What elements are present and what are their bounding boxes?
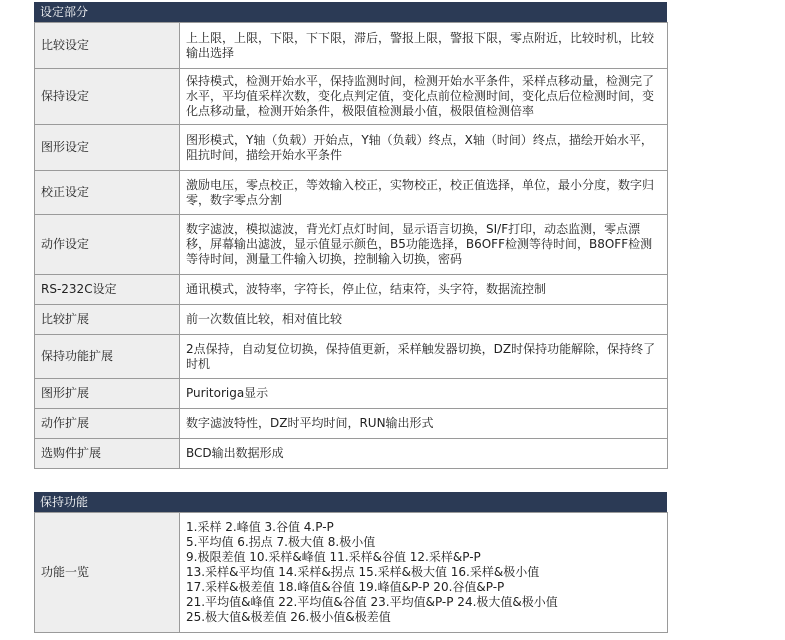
settings-table (34, 22, 668, 469)
list-item: 21.平均值&峰值 22.平均值&谷值 23.平均值&P-P 24.极大值&极小值 (186, 595, 558, 609)
list-item: 13.采样&平均值 14.采样&拐点 15.采样&极大值 16.采样&极小值 (186, 565, 540, 579)
list-item: 25.极大值&极差值 26.极小值&极差值 (186, 610, 391, 624)
table-row (35, 335, 668, 379)
row-value: 数字滤波特性，DZ时平均时间，RUN输出形式 (180, 409, 668, 439)
table-row (35, 125, 668, 171)
row-label: 比较扩展 (35, 305, 180, 335)
table-row (35, 305, 668, 335)
row-label: 保持设定 (35, 69, 180, 125)
list-item: 17.采样&极差值 18.峰值&谷值 19.峰值&P-P 20.谷值&P-P (186, 580, 505, 594)
row-label: 动作扩展 (35, 409, 180, 439)
table-row (35, 409, 668, 439)
row-value: 通讯模式，波特率，字符长，停止位，结束符，头字符，数据流控制 (180, 275, 668, 305)
row-label: 图形设定 (35, 125, 180, 171)
table-row (35, 23, 668, 69)
row-label: 保持功能扩展 (35, 335, 180, 379)
row-value: BCD输出数据形成 (180, 439, 668, 469)
row-value: 2点保持，自动复位切换，保持值更新，采样触发器切换，DZ时保持功能解除，保持终了时机 (180, 335, 668, 379)
list-item: 5.平均值 6.拐点 7.极大值 8.极小值 (186, 535, 376, 549)
settings-section-title: 设定部分 (34, 2, 667, 22)
row-label: RS-232C设定 (35, 275, 180, 305)
table-row (35, 275, 668, 305)
hold-section-title: 保持功能 (34, 492, 667, 512)
row-label: 选购件扩展 (35, 439, 180, 469)
row-value: 图形模式，Y轴（负载）开始点，Y轴（负载）终点，X轴（时间）终点，描绘开始水平，阻抗时间，描绘开始水平条件 (180, 125, 668, 171)
row-value: 前一次数值比较，相对值比较 (180, 305, 668, 335)
row-value: 激励电压，零点校正，等效输入校正，实物校正，校正值选择，单位，最小分度，数字归零，数字零点分割 (180, 171, 668, 215)
table-row (35, 513, 668, 633)
hold-table (34, 512, 668, 633)
row-value: 上上限，上限，下限，下下限，滞后，警报上限，警报下限，零点附近，比较时机，比较输出选择 (180, 23, 668, 69)
table-row (35, 215, 668, 275)
row-value: 数字滤波，模拟滤波，背光灯点灯时间，显示语言切换，SI/F打印，动态监测，零点漂移，屏幕输出滤波，显示值显示颜色，B5功能选择，B6OFF检测等待时间，B8OFF检测等待时间，测量工件输入切换，控制输入切换，密码 (180, 215, 668, 275)
hold-section (34, 492, 667, 633)
row-label: 校正设定 (35, 171, 180, 215)
function-list-cell (180, 513, 668, 633)
settings-section (34, 2, 667, 469)
row-value: 保持模式，检测开始水平，保持监测时间，检测开始水平条件，采样点移动量，检测完了水平，平均值采样次数，变化点判定值，变化点前位检测时间，变化点后位检测时间，变化点移动量，检测开始条件，极限值检测最小值，极限值检测倍率 (180, 69, 668, 125)
row-label: 图形扩展 (35, 379, 180, 409)
table-row (35, 439, 668, 469)
list-item: 9.极限差值 10.采样&峰值 11.采样&谷值 12.采样&P-P (186, 550, 481, 564)
table-row (35, 379, 668, 409)
list-item: 1.采样 2.峰值 3.谷值 4.P-P (186, 520, 334, 534)
row-label: 动作设定 (35, 215, 180, 275)
row-value: Puritoriga显示 (180, 379, 668, 409)
table-row (35, 69, 668, 125)
row-label: 比较设定 (35, 23, 180, 69)
table-row (35, 171, 668, 215)
row-label: 功能一览 (35, 513, 180, 633)
